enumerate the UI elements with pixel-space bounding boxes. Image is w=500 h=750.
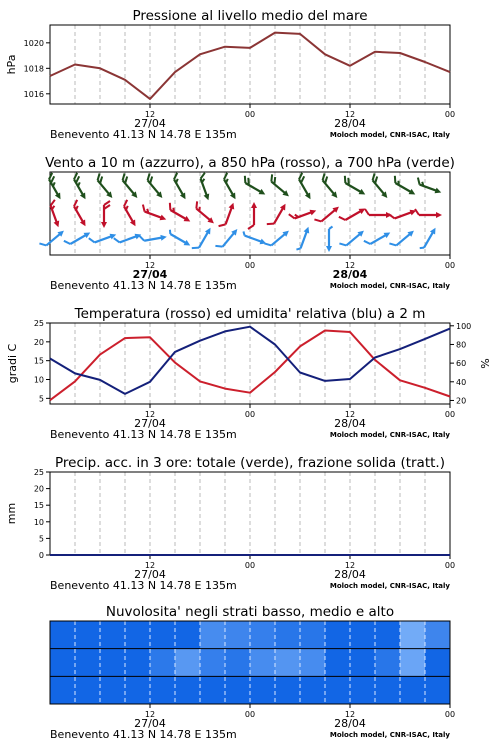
x-tick-label: 12 — [344, 410, 356, 419]
y-right-tick-label: 80 — [456, 340, 467, 350]
date-label: 28/04 — [334, 717, 366, 730]
y-tick-label: 10 — [33, 517, 44, 527]
wind-barb-w10-3 — [114, 229, 142, 247]
wind-barb-w10-13 — [364, 227, 392, 248]
y-axis-label: mm — [5, 502, 18, 525]
cloud-cell-medio-11 — [325, 649, 350, 677]
wind-barb-w850-15 — [415, 209, 442, 218]
x-tick-label: 12 — [144, 110, 156, 119]
cloud-cell-alto-5 — [175, 621, 200, 649]
y-tick-label: 15 — [33, 356, 44, 366]
cloud-cell-basso-6 — [200, 676, 225, 704]
wind-barb-w10-11 — [326, 227, 333, 253]
wind-barb-w850-9 — [267, 201, 288, 229]
cloud-cell-alto-3 — [125, 621, 150, 649]
x-tick-label: 00 — [444, 261, 456, 270]
wind-barb-w700-15 — [415, 178, 443, 196]
wind-barb-w700-4 — [143, 173, 167, 199]
cloud-cell-basso-4 — [150, 676, 175, 704]
wind-barb-w850-8 — [248, 202, 257, 229]
cloud-cell-basso-13 — [375, 676, 400, 704]
wind-barb-w700-10 — [294, 173, 315, 201]
cloud-cell-medio-13 — [375, 649, 400, 677]
wind-barb-w10-5 — [167, 230, 192, 248]
y-axis-label: gradi C — [6, 343, 19, 384]
cloud-cell-alto-8 — [250, 621, 275, 649]
cloud-cell-alto-15 — [425, 621, 450, 649]
cloud-cell-basso-3 — [125, 676, 150, 704]
y-tick-label: 0 — [38, 551, 44, 560]
location-label: Benevento 41.13 N 14.78 E 135m — [50, 128, 237, 141]
wind-barb-w850-14 — [389, 205, 417, 223]
cloud-cell-basso-12 — [350, 676, 375, 704]
cloud-cell-alto-7 — [225, 621, 250, 649]
x-tick-label: 00 — [444, 561, 456, 570]
y-axis-label: hPa — [5, 54, 18, 75]
wind-barb-w700-13 — [368, 173, 392, 199]
wind-barb-w850-1 — [69, 200, 90, 228]
wind-barb-w10-15 — [420, 226, 438, 251]
y-right-tick-label: 20 — [456, 396, 467, 406]
wind-barb-w700-6 — [196, 173, 214, 201]
cloud-cell-alto-14 — [400, 621, 425, 649]
cloud-cell-medio-7 — [225, 649, 250, 677]
date-label: 28/04 — [332, 268, 368, 281]
wind-barb-w10-4 — [139, 231, 167, 245]
x-tick-label: 12 — [344, 561, 356, 570]
x-tick-label: 00 — [244, 261, 256, 270]
y-tick-label: 1020 — [23, 38, 44, 48]
cloud-cell-medio-2 — [100, 649, 125, 677]
cloud-cell-basso-11 — [325, 676, 350, 704]
wind-barb-w850-4 — [140, 205, 168, 223]
wind-barb-w700-1 — [69, 173, 90, 201]
y-tick-label: 1016 — [23, 89, 44, 99]
date-label: 27/04 — [134, 568, 166, 581]
model-credit: Moloch model, CNR-ISAC, Italy — [329, 731, 450, 739]
y-right-tick-label: 100 — [456, 321, 472, 331]
cloud-cell-basso-10 — [300, 676, 325, 704]
wind-barb-w850-11 — [314, 202, 340, 226]
x-tick-label: 00 — [244, 410, 256, 419]
wind-barb-w700-8 — [240, 176, 268, 197]
wind-barb-w10-8 — [241, 231, 267, 246]
cloud-cell-basso-14 — [400, 676, 425, 704]
x-tick-label: 12 — [344, 710, 356, 719]
date-label: 27/04 — [132, 268, 168, 281]
chart-title: Precip. acc. in 3 ore: totale (verde), frazione solida (tratt.) — [55, 455, 445, 471]
wind-barb-w10-10 — [296, 226, 311, 252]
wind-barb-w700-12 — [340, 176, 368, 197]
y-right-axis-label: % — [479, 358, 492, 369]
wind-barb-w10-7 — [215, 225, 239, 251]
x-tick-label: 12 — [344, 110, 356, 119]
x-tick-label: 12 — [144, 561, 156, 570]
model-credit: Moloch model, CNR-ISAC, Italy — [329, 282, 450, 290]
x-tick-label: 12 — [144, 410, 156, 419]
wind-barb-w850-13 — [365, 209, 392, 218]
y-tick-label: 25 — [33, 319, 44, 328]
cloud-cell-alto-4 — [150, 621, 175, 649]
wind-barb-w700-2 — [93, 173, 117, 199]
x-tick-label: 00 — [444, 410, 456, 419]
wind-barb-w700-7 — [219, 173, 240, 201]
x-tick-label: 00 — [244, 710, 256, 719]
cloud-cell-basso-8 — [250, 676, 275, 704]
date-label: 27/04 — [134, 417, 166, 430]
cloud-cell-basso-2 — [100, 676, 125, 704]
y-right-tick-label: 40 — [456, 377, 467, 387]
cloud-cell-alto-11 — [325, 621, 350, 649]
y-tick-label: 20 — [33, 337, 44, 347]
cloud-cell-basso-7 — [225, 676, 250, 704]
wind-barb-w850-0 — [46, 200, 64, 228]
cloud-cell-medio-12 — [350, 649, 375, 677]
wind-barb-w700-0 — [44, 173, 65, 201]
wind-barb-w10-2 — [89, 229, 117, 247]
cloud-cell-medio-14 — [400, 649, 425, 677]
y-tick-label: 25 — [33, 468, 44, 477]
wind-barb-w700-11 — [318, 173, 342, 199]
cloud-cell-alto-9 — [275, 621, 300, 649]
location-label: Benevento 41.13 N 14.78 E 135m — [50, 728, 237, 741]
y-tick-label: 10 — [33, 375, 44, 385]
cloud-cell-alto-2 — [100, 621, 125, 649]
wind-barb-w850-10 — [289, 205, 317, 223]
x-tick-label: 00 — [444, 710, 456, 719]
wind-barb-w700-9 — [266, 174, 292, 198]
wind-barb-w850-3 — [119, 200, 140, 228]
cloud-cell-alto-6 — [200, 621, 225, 649]
cloud-cell-alto-13 — [375, 621, 400, 649]
cloud-cell-medio-4 — [150, 649, 175, 677]
cloud-cell-medio-9 — [275, 649, 300, 677]
wind-barb-w850-12 — [339, 203, 367, 224]
cloud-cell-basso-9 — [275, 676, 300, 704]
wind-barb-w10-0 — [39, 226, 65, 250]
x-tick-label: 00 — [444, 110, 456, 119]
wind-barb-w850-5 — [165, 203, 193, 224]
cloud-cell-basso-15 — [425, 676, 450, 704]
cloud-cell-medio-15 — [425, 649, 450, 677]
date-label: 28/04 — [334, 117, 366, 130]
cloud-cell-alto-1 — [75, 621, 100, 649]
model-credit: Moloch model, CNR-ISAC, Italy — [329, 431, 450, 439]
x-tick-label: 00 — [244, 110, 256, 119]
wind-barb-w850-7 — [219, 201, 237, 229]
chart-title: Temperatura (rosso) ed umidita' relativa (blu) a 2 m — [74, 306, 426, 322]
chart-title: Pressione al livello medio del mare — [132, 8, 368, 24]
cloud-cell-alto-10 — [300, 621, 325, 649]
x-tick-label: 12 — [144, 261, 156, 270]
location-label: Benevento 41.13 N 14.78 E 135m — [50, 279, 237, 292]
plot-frame — [50, 25, 450, 104]
y-tick-label: 1018 — [23, 64, 44, 74]
wind-barb-w10-12 — [339, 226, 365, 250]
wind-barb-w700-14 — [390, 176, 418, 197]
x-tick-label: 12 — [144, 710, 156, 719]
y-tick-label: 5 — [38, 394, 44, 404]
date-label: 28/04 — [334, 568, 366, 581]
y-right-tick-label: 60 — [456, 359, 467, 369]
chart-title: Vento a 10 m (azzurro), a 850 hPa (rosso), a 700 hPa (verde) — [45, 155, 455, 171]
cloud-cell-medio-5 — [175, 649, 200, 677]
cloud-cell-basso-5 — [175, 676, 200, 704]
date-label: 27/04 — [134, 117, 166, 130]
wind-barb-w10-9 — [264, 226, 290, 250]
wind-barb-w10-14 — [389, 226, 415, 250]
cloud-cell-alto-0 — [50, 621, 75, 649]
x-tick-label: 12 — [344, 261, 356, 270]
y-tick-label: 5 — [38, 534, 44, 544]
wind-barb-w10-6 — [192, 225, 213, 253]
date-label: 27/04 — [134, 717, 166, 730]
wind-barb-w850-6 — [191, 201, 217, 225]
wind-barb-w700-3 — [118, 173, 142, 199]
wind-barb-w10-1 — [64, 227, 92, 248]
cloud-cell-basso-1 — [75, 676, 100, 704]
cloud-cell-medio-0 — [50, 649, 75, 677]
cloud-cell-alto-12 — [350, 621, 375, 649]
cloud-cell-medio-8 — [250, 649, 275, 677]
y-tick-label: 20 — [33, 484, 44, 494]
wind-barb-w850-2 — [101, 201, 110, 228]
chart-title: Nuvolosita' negli strati basso, medio e alto — [105, 604, 395, 620]
location-label: Benevento 41.13 N 14.78 E 135m — [50, 428, 237, 441]
date-label: 28/04 — [334, 417, 366, 430]
y-tick-label: 15 — [33, 501, 44, 511]
cloud-cell-medio-1 — [75, 649, 100, 677]
wind-barb-w700-5 — [169, 173, 190, 201]
x-tick-label: 00 — [244, 561, 256, 570]
model-credit: Moloch model, CNR-ISAC, Italy — [329, 582, 450, 590]
cloud-cell-medio-10 — [300, 649, 325, 677]
model-credit: Moloch model, CNR-ISAC, Italy — [329, 131, 450, 139]
location-label: Benevento 41.13 N 14.78 E 135m — [50, 579, 237, 592]
cloud-cell-medio-6 — [200, 649, 225, 677]
cloud-cell-basso-0 — [50, 676, 75, 704]
cloud-cell-medio-3 — [125, 649, 150, 677]
